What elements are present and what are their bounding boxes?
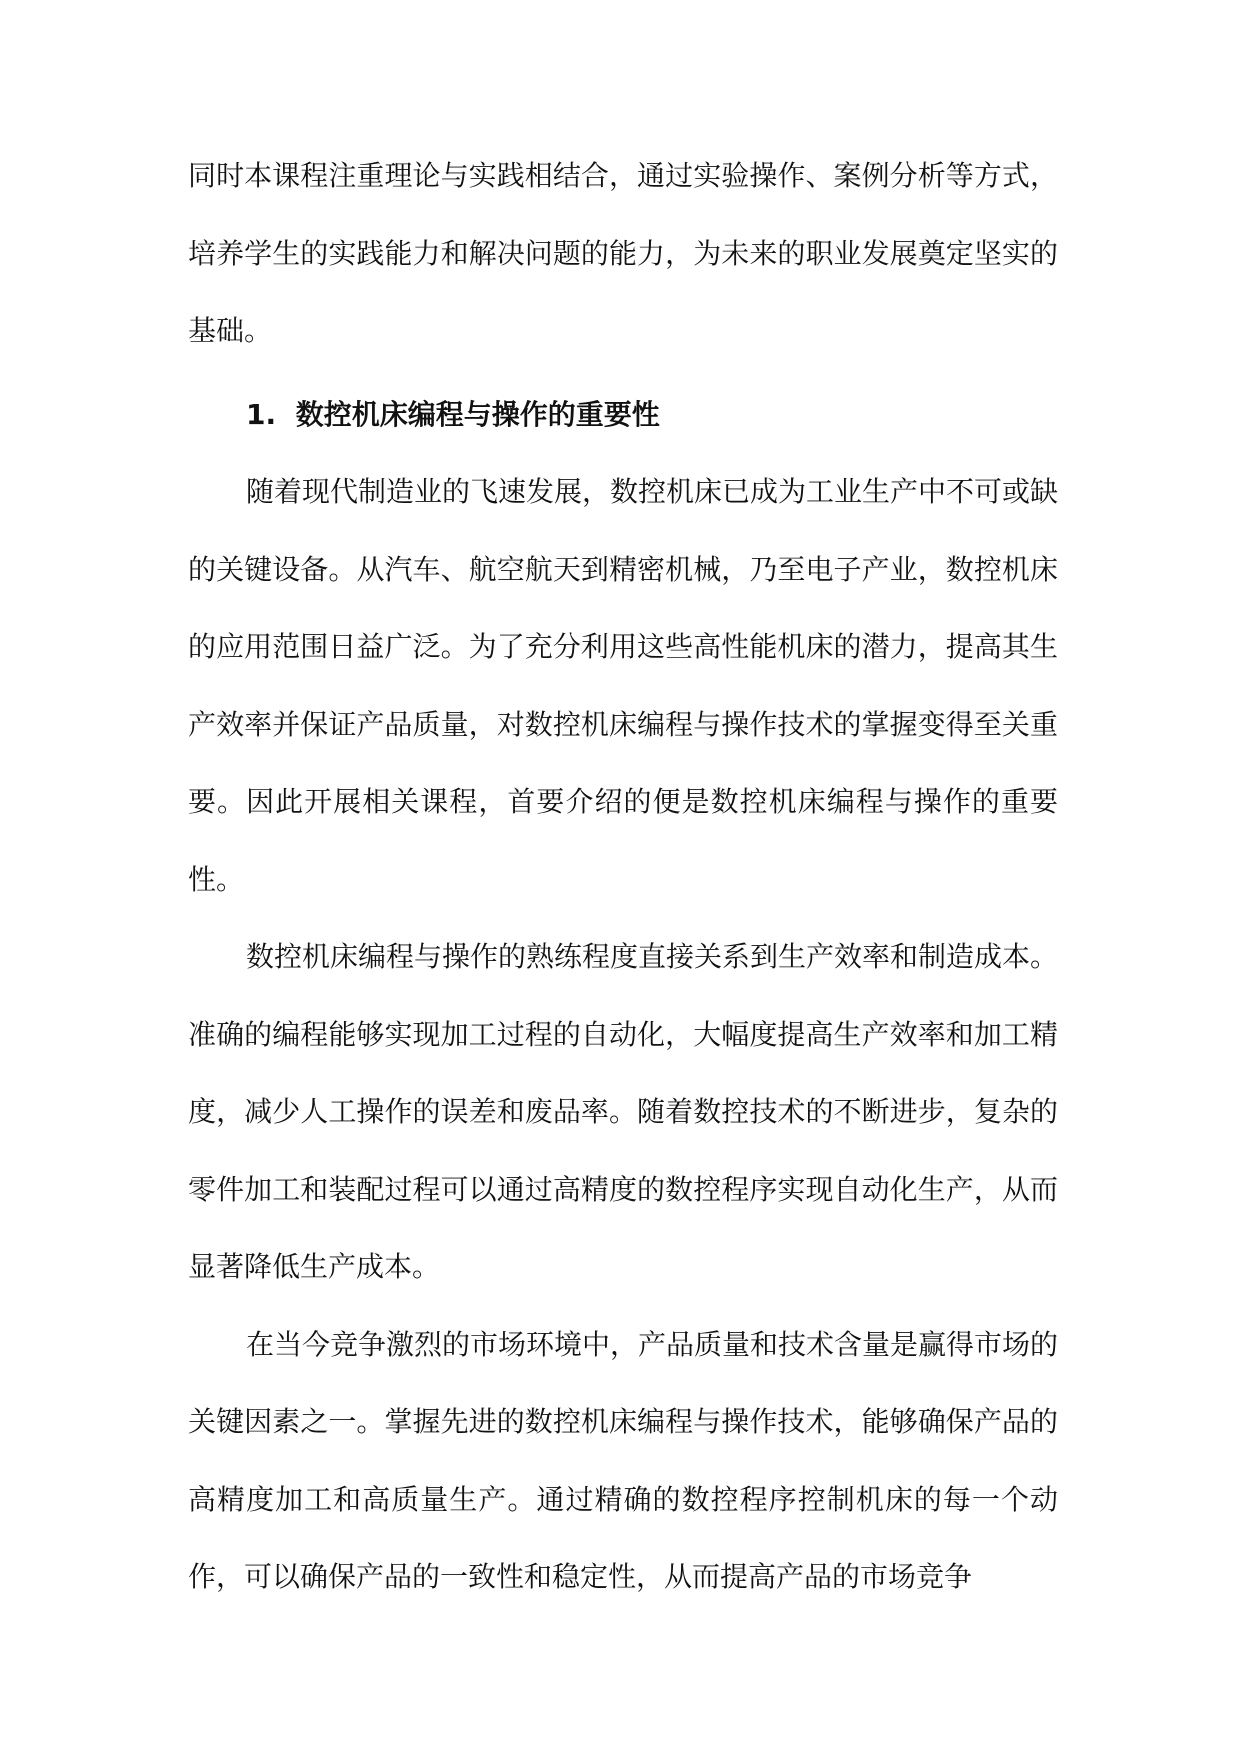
body-paragraph: 随着现代制造业的飞速发展，数控机床已成为工业生产中不可或缺的关键设备。从汽车、航空航天到精密机械，乃至电子产业，数控机床的应用范围日益广泛。为了充分利用这些高性能机床的潜力，提高其生产效率并保证产品质量，对数控机床编程与操作技术的掌握变得至关重要。因此开展相关课程，首要介绍的便是数控机床编程与操作的重要性。 [188,475,1059,896]
section-heading [188,376,1058,454]
intro-paragraph: 同时本课程注重理论与实践相结合，通过实验操作、案例分析等方式，培养学生的实践能力和解决问题的能力，为未来的职业发展奠定坚实的基础。 [188,159,1058,347]
body-paragraph: 在当今竞争激烈的市场环境中，产品质量和技术含量是赢得市场的关键因素之一。掌握先进的数控机床编程与操作技术，能够确保产品的高精度加工和高质量生产。通过精确的数控程序控制机床的每一个动作，可以确保产品的一致性和稳定性，从而提高产品的市场竞争 [188,1327,1059,1593]
section-number: 1. [246,397,277,431]
body-paragraph: 数控机床编程与操作的熟练程度直接关系到生产效率和制造成本。准确的编程能够实现加工过程的自动化，大幅度提高生产效率和加工精度，减少人工操作的误差和废品率。随着数控技术的不断进步，复杂的零件加工和装配过程可以通过高精度的数控程序实现自动化生产，从而显著降低生产成本。 [188,940,1059,1283]
document-body [188,137,1058,1616]
section-title: 数控机床编程与操作的重要性 [295,397,660,431]
